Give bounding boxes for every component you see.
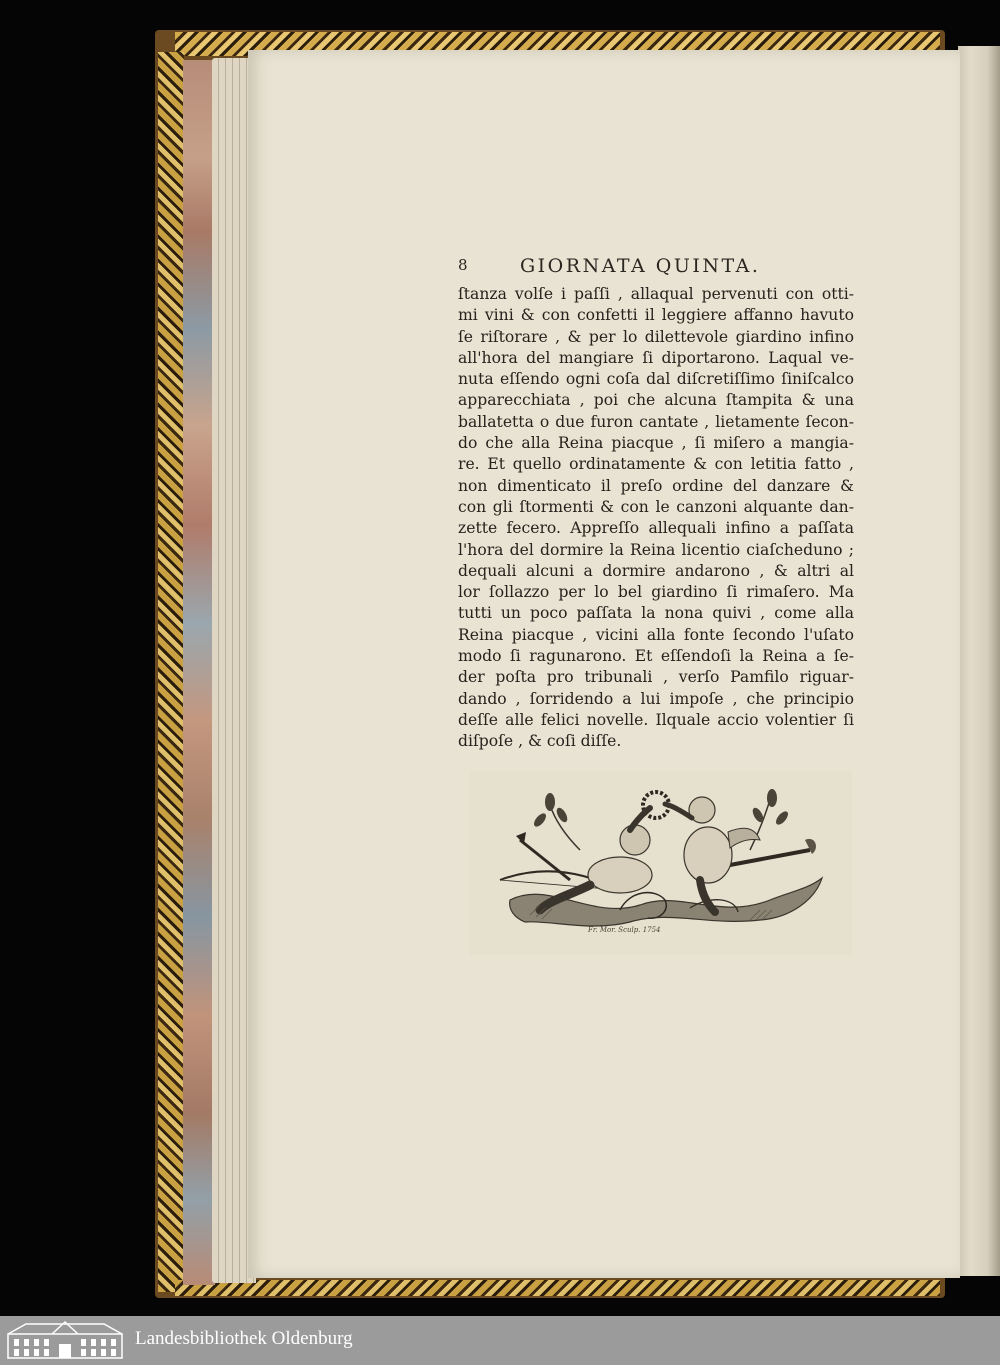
chapter-title: GIORNATA QUINTA. <box>520 255 761 277</box>
text-line: do che alla Reina piacque , ſi miſero a mangia- <box>458 434 854 453</box>
text-line: zette fecero. Appreſſo allequali infino a paſſata <box>458 519 854 538</box>
text-line: tutti un poco paſſata la nona quivi , come alla <box>458 604 854 623</box>
text-line: con gli ſtormenti & con le canzoni alquante dan- <box>458 497 854 516</box>
text-line: nuta eſſendo ogni coſa dal diſcretiſſimo ſiniſcalco <box>458 370 854 389</box>
text-line: re. Et quello ordinatamente & con letitia fatto , <box>458 455 854 474</box>
text-line: apparecchiata , poi che alcuna ſtampita & una <box>458 391 854 410</box>
text-line: dando , ſorridendo a lui impoſe , che principio <box>458 689 854 708</box>
text-line: ballatetta o due furon cantate , lietamente ſecon- <box>458 412 854 431</box>
text-line: ſe riſtorare , & per lo dilettevole giardino infino <box>458 327 854 346</box>
text-line: diſpoſe , & coſi diſſe. <box>458 732 622 751</box>
gilt-border-bottom <box>175 1280 940 1296</box>
library-building-icon <box>6 1320 124 1360</box>
text-line: modo ſi ragunarono. Et eſſendoſi la Reina a ſe- <box>458 647 854 666</box>
engraver-signature: Fr. Mor. Sculp. 1754 <box>588 926 661 934</box>
text-line: deſſe alle felici novelle. Ilquale accio volentier ſi <box>458 710 854 729</box>
text-line: all'hora del mangiare ſi diportarono. Laqual ve- <box>458 348 854 367</box>
facing-page-edge <box>958 46 1000 1276</box>
footer-bar <box>0 1316 1000 1365</box>
text-line: der poſta pro tribunali , verſo Pamfilo riguar- <box>458 668 854 687</box>
text-line: l'hora del dormire la Reina licentio ciaſcheduno ; <box>458 540 854 559</box>
marbled-endpaper <box>183 60 215 1285</box>
text-line: mi vini & con confetti il leggiere affanno havuto <box>458 306 854 325</box>
text-line: lor ſollazzo per lo bel giardino ſi rimaſero. Ma <box>458 583 854 602</box>
body-text <box>458 284 854 753</box>
cherubs-engraving <box>470 770 852 955</box>
text-line: ſtanza volſe i paſſi , allaqual pervenuti con otti- <box>458 285 854 303</box>
library-name: Landesbibliothek Oldenburg <box>135 1328 353 1349</box>
text-line: Reina piacque , vicini alla fonte ſecondo l'uſato <box>458 625 854 644</box>
text-line: dequali alcuni a dormire andarono , & altri al <box>458 561 854 580</box>
page-number: 8 <box>458 256 471 274</box>
text-line: non dimenticato il preſo ordine del danzare & <box>458 476 854 495</box>
gilt-border-left <box>158 52 184 1292</box>
engraved-vignette <box>470 770 852 955</box>
running-head <box>458 255 838 281</box>
